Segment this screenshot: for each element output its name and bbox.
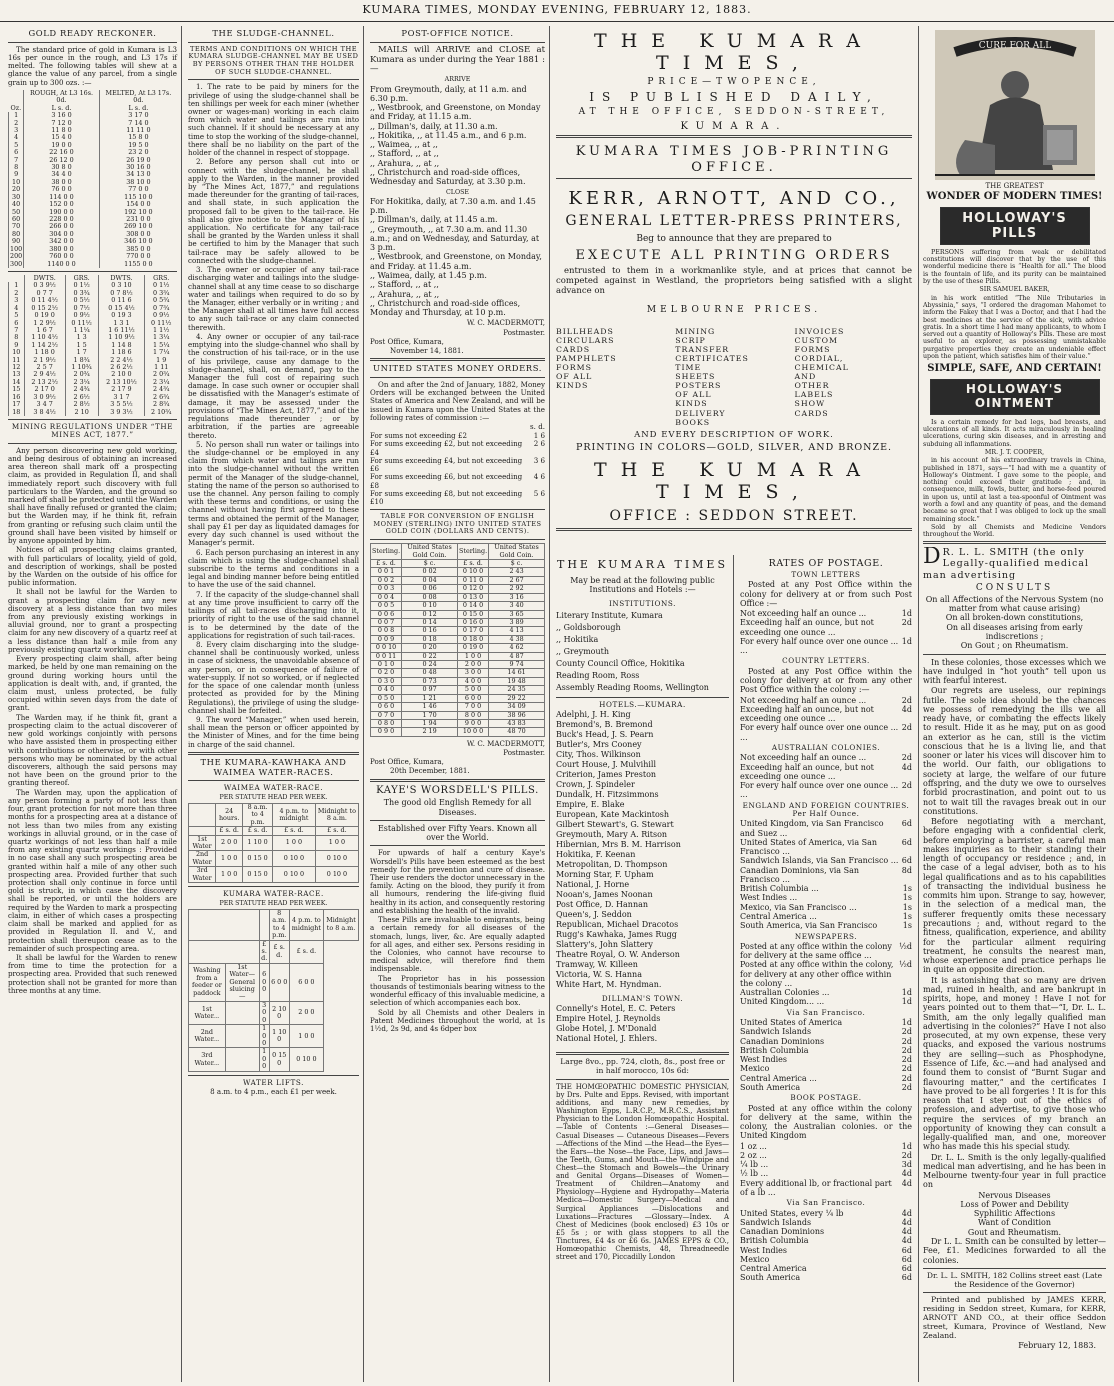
table-row: 0 0 10 0 20 0 19 0 4 62: [371, 644, 545, 652]
table-row: 8 1 10 4½ 1 3 1 10 9½ 1 3¼: [9, 334, 178, 341]
job-type: CARDS: [556, 345, 591, 355]
rate-row: Sandwich Islands 2d: [740, 1027, 912, 1037]
table-header: 4 p.m. to midnight: [273, 803, 316, 826]
table-header: 8 a.m. to 4 p.m.: [269, 909, 289, 940]
paragraph: Our regrets are useless, our repinings futile. The sole idea should be the chances we possess of remedying the ills we all ready have, or combating the effects likely to result. Hide it as he may, put on as good an exterior as he can, still is the victim conscious that he is a living lie, and that sooner or later his vices will discover him to the world. Our faith, our obligations to society at large, the welfare of our future offspring, and the duty we owe to ourselves forbid procrastination, and point out to us not to wait till the ravages break out in our constitutions.: [923, 686, 1106, 816]
table-row: 10 38 0 0 38 10 0: [9, 179, 178, 186]
rate-row: Australian Colonies ... 1d: [740, 988, 912, 998]
table-row: 0 0 11 0 22 1 0 0 4 87: [371, 652, 545, 660]
paragraph: The Proprietor has in his possession thousands of testimonials bearing witness to the wonderful efficacy of this invaluable medicine, a selection of which accompanies each box.: [370, 973, 545, 1008]
rate-row: South America, via San Francisco 1s: [740, 921, 912, 931]
read-title: THE KUMARA TIMES: [557, 558, 728, 571]
masthead: KUMARA TIMES, MONDAY EVENING, FEBRUARY 12, 1883.: [0, 0, 1114, 22]
paragraph: For upwards of half a century Kaye's Worsdell's Pills have been esteemed as the best remedy for the prevention and cure of disease. Their use renders the doctor unnecessary in the family. Acting on the blood, they purify it from all humours, rendering the life-giving fluid healthy in its action, and consequently restoring and establishing the health of the invalid.: [370, 848, 545, 915]
paragraph: The Warden may, if he think fit, grant a prospecting claim to the actual discoverer of new gold workings conjointly with persons who have assisted them in prospecting either with contributions or otherwise, or with other persons who may be nominated by the actual discoverers, although the said persons may not have been on the ground prior to the granting thereof.: [8, 712, 177, 788]
rate-row: Canadian Dominions 2d: [740, 1036, 912, 1046]
column-gold-mining: [4, 26, 182, 1382]
rate-row: Posted at any office within the colony for delivery at the same office ... ½d: [740, 941, 912, 961]
simple-safe-heading: SIMPLE, SAFE, AND CERTAIN!: [927, 363, 1102, 375]
list-item: Adelphi, J. H. King: [556, 709, 631, 719]
dillman-hotels-list: [556, 1004, 729, 1044]
job-type: DELIVERY BOOKS: [675, 408, 726, 427]
table-row: 15 2 17 0 2 4¾ 2 17 9 2 4¾: [9, 386, 178, 393]
dr-smith-text: [923, 658, 1106, 1190]
arrive-line: ,, Stafford, ,, at ,,: [370, 149, 439, 159]
rate-row: Canadian Dominions 4d: [740, 1227, 912, 1237]
list-item: National, J. Horne: [556, 879, 630, 889]
postage-rates-title: RATES OF POSTAGE.: [768, 558, 884, 569]
table-header: Sterling.: [371, 544, 402, 560]
kumara-times-banner: THE KUMARA TIMES,: [594, 30, 874, 75]
table-row: 0 3 0 0 73 4 0 0 19 48: [371, 677, 545, 685]
paragraph: 1. The rate to be paid by miners for the privilege of using the sludge-channel shall be ten shillings per week for each miner (whether owner or wages-man) working in each claim from which water and tailings are run into such channel. If it should be necessary at any time to stop the working of the sludge-channel, there shall be no liability on the part of the holder of the channel in respect of stoppage.: [188, 82, 359, 158]
rate-row: Exceeding half an ounce, but not exceeding one ounce ... 4d: [740, 704, 912, 724]
table-row: 0 4 0 0 97 5 0 0 24 35: [371, 686, 545, 694]
close-times: [370, 197, 545, 317]
rate-row: Canadian Dominions, via San Francisco ... 8d: [740, 865, 912, 884]
paragraph: 8. Every claim discharging into the sludge-channel shall be continuously worked, unless in case of sickness, the unavoidable absence of any person, or in consequence of failure of water-supply. If not so worked, or if neglected for the space of one calendar month (unless protected as provided for by the Mining Regulations), the privilege of using the sludge-channel shall be forfeited.: [188, 639, 359, 715]
job-type: CUSTOM FORMS: [794, 336, 838, 355]
list-item: National Hotel, J. Ehlers.: [556, 1034, 658, 1044]
water-races-title: THE KUMARA-KAWHAKA AND WAIMEA WATER-RACES.: [200, 756, 347, 777]
table-row: 0 0 3 0 06 0 12 0 2 92: [371, 585, 545, 593]
rate-row: 2 oz ... 2d: [740, 1150, 912, 1160]
sludge-channel-text: [188, 83, 359, 749]
list-item: Court House, J. Mulvihill: [556, 759, 657, 769]
rate-row: Mexico 6d: [740, 1254, 912, 1264]
rate-row: Not exceeding half an ounce ... 2d: [740, 753, 912, 763]
job-type: AND OTHER LABELS: [794, 372, 834, 400]
consult-line: On all broken-down constitutions,: [945, 613, 1084, 623]
gold-head-rough: ROUGH, At L3 16s. 0d.: [24, 90, 100, 105]
table-row: 3 11 8 0 11 11 0: [9, 127, 178, 134]
rate-row: For sums not exceeding £2 1 6: [370, 431, 545, 441]
table-row: 0 0 5 0 10 0 14 0 3 40: [371, 602, 545, 610]
paragraph: 9. The word “Manager,” when used herein, shall mean the person or officer appointed by the Minister of Mines, and for the time being in charge of the said channel.: [188, 714, 359, 749]
rate-row: British Columbia 2d: [740, 1045, 912, 1055]
waimea-title: WAIMEA WATER-RACE.: [223, 783, 324, 793]
post-office-intro: MAILS will ARRIVE and CLOSE at Kumara as under during the Year 1881 :—: [370, 44, 545, 75]
list-item: Butler's, Mrs Cooney: [556, 739, 642, 749]
rate-row: Exceeding half an ounce, but not exceeding one ounce ... 2d: [740, 618, 912, 637]
table-row: 3rd Water... 1 0 0 0 15 0 0 10 0: [189, 1048, 359, 1071]
list-item: Literary Institute, Kumara: [556, 610, 663, 620]
table-row: 0 0 2 0 04 0 11 0 2 67: [371, 576, 545, 584]
rate-row: Exceeding half an ounce, but not exceeding one ounce ... 4d: [740, 762, 912, 781]
job-type: CIRCULARS: [556, 336, 615, 346]
list-item: Victoria, W. S. Hanna: [556, 969, 642, 979]
table-row: 1st Water... 3 0 0 2 10 0 2 0 0: [189, 1001, 359, 1024]
wonder-heading: WONDER OF MODERN TIMES!: [926, 191, 1103, 203]
units-row: £ s. d. £ s. d. £ s. d.: [189, 940, 359, 963]
table-row: 0 0 9 0 18 0 18 0 4 38: [371, 635, 545, 643]
table-row: 8 30 8 0 30 16 0: [9, 164, 178, 171]
table-row: 2nd Water... 1 0 0 1 10 0 1 0 0: [189, 1025, 359, 1048]
table-row: 5 19 0 0 19 5 0: [9, 142, 178, 149]
table-row: 30 114 0 0 115 10 0: [9, 194, 178, 201]
list-item: Buck's Head, J. S. Pearn: [556, 729, 654, 739]
table-row: 0 0 4 0 08 0 13 0 3 16: [371, 593, 545, 601]
table-row: 70 266 0 0 269 10 0: [9, 223, 178, 230]
paragraph: 4. Any owner or occupier of any tail-race emptying into the sludge-channel who shall by the construction of his tail-race, or in the use of his privilege, cause any damage to the sludge-channel, shall, on demand, pay to the Manager the full cost of repairing such damage. In case such owner or occupier shall be dissatisfied with the Manager's estimate of damage, it may be assessed under the provisions of “The Mines Act, 1877,” and of the regulations made thereunder ; or by arbitration, if the parties are agreeable thereto.: [188, 331, 359, 440]
table-row: 5 0 19 0 0 9½ 0 19 3 0 9½: [9, 312, 178, 319]
rate-row: United States, every ¼ lb 4d: [740, 1208, 912, 1218]
rate-row: South America 2d: [740, 1082, 912, 1092]
column-reading-places: THE KUMARA TIMES May be read at the following public Institutions and Hotels :— INSTITUTIONS. Literary Institute, Kumara ,, Goldsborough ,, Hokitika ,, Greymouth County Council Office, Hokitika Reading Room, Ross Assembly Reading Rooms, Wellington HOTELS.—KUMARA. Adelphi, J. H. King Bremond's, B. Bremond Buck's Head, J. S. Pearn Butler's, Mrs Cooney City, Thos. Wilkinson Court House, J. Mulvihill Criterion, James Preston Crown, J. Spindeler Dundalk, H. Fitzsimmons Empire, E. Blake European, Kate Mackintosh Gilbert Stewart's, G. Stewart Greymouth, Mary A. Ritson Hibernian, Mrs B. M. Harrison Hokitika, F. Keenan Metropolitan, D. Thompson Morning Star, F. Upham National, J. Horne Nooan's, James Noonan Post Office, D. Hannan Queen's, J. Seddon Republican, Michael Dracotos Rugg's Kawhaka, James Rugg Slattery's, John Slattery Theatre Royal, O. W. Anderson Tramway, W. Killeen Victoria, W. S. Hanna White Hart, M. Hyndman. DILLMAN'S TOWN. Connelly's Hotel, E. C. Peters Empire Hotel, J. Reynolds Globe Hotel, J. M'Donald National Hotel, J. Ehlers. Large 8vo., pp. 724, cloth, 8s., post free or in half morocco, 10s 6d: THE HOMŒOPATHIC DOMESTIC PHYSICIAN, by Drs. Pulte and Epps. Revised, with important additions, and many new remedies, by Washington Epps, L.R.C.P., M.R.C.S., Assistant Physician to the London Homœopathic Hospital.—Table of Contents :—General Diseases—Casual Diseases — Cutaneous Diseases—Fevers—Affections of the Mind —the Head—the Eyes—the Ears—the Nose—the Face, Lips, and Jaws—the Teeth, Gums, and Mouth—the Windpipe and Chest—the Stomach and Bowels—the Urinary and Genital Organs—Diseases of Women—Treatment of Children—Anatomy and Physiology—Hygiene and Hydropathy—Materia Medica—Domestic Surgery—Medical and Surgical Appliances —Dislocations and Luxations—Fractures —Glossary—Index. A Chest of Medicines (book enclosed) £3 10s or £5 5s ; or with glass stoppers to all the Tinctures, £4 4s or £6 6s. JAMES EPPS & CO., Homœopathic Chemists, 48, Threadneedle street and 170, Piccadilly London: [552, 555, 734, 1382]
rate-row: Central America ... 1s: [740, 911, 912, 921]
hotels-list: [556, 710, 729, 990]
topic-line: Loss of Power and Debility: [960, 1199, 1069, 1209]
rate-row: ½ lb ... 4d: [740, 1169, 912, 1179]
paragraph: 3. The owner or occupier of any tail-race discharging water and tailings into the sludge-channel shall at any time cease to so discharge water and tailings when required to do so by the Manager, either verbally or in writing ; and the Manager shall at all times have full access to any such tail-race or any claim connected therewith.: [188, 265, 359, 332]
table-row: 14 2 13 2½ 2 3¼ 2 13 10½ 2 3¼: [9, 379, 178, 386]
table-header: Sterling.: [458, 544, 489, 560]
close-line: ,, Stafford, ,, at ,,: [370, 280, 439, 290]
gold-oz-table: ROUGH, At L3 16s. 0d. MELTED, At L3 17s. 0d. Oz. L s. d. L s. d. 1 3 16 0 3 17 0 2 7 12 0 7 14 0 3 11 8 0 11 11 0 4 15 4 0 15 8 0 5 19 0 0 19 5 0 6 22 16 0 23 2 0 7 26 12 0 26 19 0 8 30 8 0 30 16 0 9 34 4 0 34 13 0 10 38 0 0 38 10 0 20 76 0 0 77 0 0 30 114 0 0 115 10 0 40 152 0 0 154 0 0 50 190 0 0 192 10 0 60 228 0 0 231 0 0 70 266 0 0 269 10 0 80 304 0 0 308 0 0 90 342 0 0 346 10 0 100 380 0 0 385 0 0 200 760 0 0 770 0 0 300 1140 0 0 1155 0 0: [8, 90, 177, 268]
table-row: 300 1140 0 0 1155 0 0: [9, 261, 178, 268]
table-header: 8 a.m. to 4 p.m.: [243, 803, 273, 826]
mining-regulations-text: [8, 447, 177, 995]
column-holloway-smith: CURE FOR ALL THE GREATEST WONDER OF MODERN TIMES! HOLLOWAY'S PILLS PERSONS suffering from weak or debilitated constitutions will discover that by the use of this wonderful medicine there is “Health for all.” The blood is the fountain of life, and its purity can be maintained by the use of these Pills. SIR SAMUEL BAKER, in his work entitled “The Nile Tributaries in Abyssinia,” says, “I ordered the dragoman Mahomet to inform the Fakey that I was a Doctor, and that I had the best medicines at the service of the sick, with advice gratis. In a short time I had many applicants, to whom I served out a quantity of Holloway's Pills. These are most useful to an explorer, as possessing unmistakable purgative properties they create an undeniable effect upon the patient, which satisfies him of their value.” SIMPLE, SAFE, AND CERTAIN! HOLLOWAY'S OINTMENT Is a certain remedy for bad legs, bad breasts, and ulcerations of all kinds. It acts miraculously in healing ulcerations, curing skin diseases, and in arresting and subduing all inflammations. MR. J. T. COOPER, in his account of his extraordinary travels in China, published in 1871, says—“I had with me a quantity of Holloway's Ointment. I gave some to the people, and nothing could exceed their gratitude ; and, in consequence, milk, fowls, butter, and horse-feed poured in upon us, until at last a tea-spoonful of Ointment was worth a fowl and any quantity of peas, and the demand became so great that I was obliged to lock up the small remaining stock.” Sold by all Chemists and Medicine Vendors throughout the World. D R. L. L. SMITH (the only Legally-qualified medical man advertising CONSULTS On all Affections of the Nervous System (no matter from what cause arising) On all broken-down constitutions, On all diseases arising from early indiscretions ; On Gout ; on Rheumatism. In these colonies, those excesses which we have indulged in “hot youth” tell upon us with fearful interest. Our regrets are useless, our repinings futile. The sole idea should be the chances we possess of remedying the ills we all ready have, or combating the effects likely to result. Hide it as he may, put on as good an exterior as he can, still is the victim conscious that he is a living lie, and that sooner or later his vices will discover him to the world. Our faith, our obligations to society at large, the welfare of our future offspring, and the duty we owe to ourselves forbid procrastination, and point out to us not to wait till the ravages break out in our constitutions. Before negotiating with a merchant, before engaging with a confidential clerk, before employing a barrister, a careful man makes inquiries as to their standing their length of occupancy or residence ; and, in the case of a legal adviser, both as to his legal qualifications and as to his capabilities of transacting the individual business he commits him upon. Strange to say, however, in the selection of a medical man, the sufferer frequently omits these necessary precautions ; and, without regard to the fitness, qualification, experience, and ability for the particular ailment requiring treatment, he consults the nearest man, whose experience and practice perhaps lie in quite an opposite direction. It is astonishing that so many are driven mad, ruined in health, and are bankrupt in spirits, hope, and money ! Have I not for years pointed out to them that—“I, Dr. L. L. Smith, am the only legally qualified man advertising in the colonies?” Have I not also prosecuted, at my own expense, these very quacks, and exposed the various nostrums they are selling—such as Phosphodyne, Essence of Life, &c.—and had analysed and found them to consist of “Burnt Sugar and flavouring matter,” and the certificates I have proved to be all forgeries ! It is for this reason that I step out of the ethics of profession, and advertise, to give those who require the services of my branch an opportunity of knowing they can consult a legally-qualified man, and one, moreover who has made this his special study. Dr. L. L. Smith is the only legally-qualified medical man advertising, and he has been in Melbourne twenty-four year in full practice on Nervous Diseases Loss of Power and Debility Syphilitic Affections Want of Condition Gout and Rheumatism. Dr L. L. Smith can be consulted by letter—Fee, £1. Medicines forwarded to all the colonies. Dr. L. L. SMITH, 182 Collins street east (Late the Residence of the Governor) Printed and published by JAMES KERR, residing in Seddon street, Kumara, for KERR, ARNOTT AND CO., at their office Seddon street, Kumara, Province of Westland, New Zealand. February 12, 1883.: [918, 26, 1110, 1382]
list-item: Criterion, James Preston: [556, 769, 657, 779]
list-item: ,, Goldsborough: [556, 622, 621, 632]
job-type: SHOW CARDS: [794, 399, 829, 418]
rate-row: Sandwich Islands 4d: [740, 1217, 912, 1227]
rate-row: 1 oz ... 1d: [740, 1141, 912, 1151]
list-item: Slattery's, John Slattery: [556, 939, 653, 949]
money-orders-title: UNITED STATES MONEY ORDERS.: [372, 363, 542, 374]
rate-row: British Columbia ... 1s: [740, 884, 912, 894]
arrive-line: ,, Hokitika, ,, at 11.45 a.m., and 6 p.m.: [370, 130, 527, 140]
list-item: County Council Office, Hokitika: [556, 658, 685, 668]
conversion-table: [370, 543, 545, 737]
units-row: £ s. d. £ s. d. £ s. d. £ s. d.: [189, 827, 359, 835]
arrive-line: ,, Westbrook, and Greenstone, on Monday and Friday, at 11.15 a.m.: [370, 103, 541, 122]
job-type: PAMPHLETS: [556, 354, 617, 364]
table-row: 0 8 0 1 94 9 0 0 43 83: [371, 719, 545, 727]
conversion-table-title: TABLE FOR CONVERSION OF ENGLISH MONEY (STERLING) INTO UNITED STATES GOLD COIN (DOLLARS AND CENTS).: [373, 512, 542, 536]
table-row: 200 760 0 0 770 0 0: [9, 253, 178, 260]
table-row: 0 2 0 0 48 3 0 0 14 61: [371, 669, 545, 677]
list-item: Assembly Reading Rooms, Wellington: [556, 682, 709, 692]
job-type: CORDIAL, CHEMICAL: [794, 354, 849, 373]
printers-heading: GENERAL LETTER-PRESS PRINTERS,: [565, 213, 903, 230]
job-type: BILLHEADS: [556, 327, 614, 337]
sludge-channel-subtitle: TERMS AND CONDITIONS ON WHICH THE KUMARA SLUDGE-CHANNEL MAY BE USED BY PERSONS OTHER THAN THE HOLDER OF SUCH SLUDGE-CHANNEL.: [188, 44, 359, 76]
paragraph: 2. Before any person shall cut into or connect with the sludge-channel, he shall apply to the Warden, in the manner provided by “The Mines Act, 1877,” and regulations made thereunder for the granting of tail-races, and shall state, in such application the proposed fall to be given to the tail-race. He shall also give notice to the Manager of his application. No certificate for any tail-race shall be granted by the Warden unless it shall be certified to him by the Manager that such tail-race may be safely allowed to be connected with the sludge-channel.: [188, 157, 359, 265]
table-row: 0 5 0 1 21 6 0 0 29 22: [371, 694, 545, 702]
close-line: ,, Waimea, daily, at 1.45 p.m.: [370, 270, 487, 280]
table-header: 4 p.m. to midnight: [289, 909, 323, 940]
kumara-times-banner-2: THE KUMARA TIMES,: [594, 459, 874, 504]
dr-smith-header: D R. L. L. SMITH (the only Legally-qualified medical man advertising: [923, 547, 1089, 581]
rate-row: Mexico 2d: [740, 1064, 912, 1074]
rate-row: Central America ... 2d: [740, 1073, 912, 1083]
table-row: 0 0 7 0 14 0 16 0 3 89: [371, 618, 545, 626]
paragraph: 6. Each person purchasing an interest in any claim which is using the sludge-channel shall subscribe to the terms and conditions in a legal and binding manner before being entitled to have the use of the said channel.: [188, 547, 359, 590]
waimea-rates-table: [188, 803, 359, 883]
close-line: ,, Arahura, ,, at ,,: [370, 289, 440, 299]
column-post-money: POST-OFFICE NOTICE. MAILS will ARRIVE and CLOSE at Kumara as under during the Year 1881 :— ARRIVE From Greymouth, daily, at 11 a.m. and 6.30 p.m. ,, Westbrook, and Greenstone, on Monday and Friday, at 11.15 a.m. ,, Dillman's, daily, at 11.30 a.m. ,, Hokitika, ,, at 11.45 a.m., and 6 p.m. ,, Waimea, ,, at ,, ,, Stafford, ,, at ,, ,, Arahura, ,, at ,, ,, Christchurch and road-side offices, Wednesday and Saturday, at 3.30 p.m. CLOSE For Hokitika, daily, at 7.30 a.m. and 1.45 p.m. ,, Dillman's, daily, at 11.45 a.m. ,, Greymouth, ,, at 7.30 a.m. and 11.30 a.m.; and on Wednesday, and Saturday, at 3 p.m. ,, Westbrook, and Greenstone, on Monday, and Friday. at 11.45 a.m. ,, Waimea, daily, at 1.45 p.m. ,, Stafford, ,, at ,, ,, Arahura, ,, at ,, ,, Christchurch and road-side offices, Monday and Thursday, at 10 p.m. W. C. MACDERMOTT, Postmaster. Post Office, Kumara, November 14, 1881. UNITED STATES MONEY ORDERS. On and after the 2nd of January, 1882, Money Orders will be exchanged between the United States of America and New Zealand, and will be issued in Kumara upon the United States at the following rates of commission :— s. d. For sums not exceeding £2 1 6 For sums exceeding £2, but not exceeding £4 2 6 For sums exceeding £4, but not exceeding £6 3 6 For sums exceeding £6, but not exceeding £8 4 6 For sums exceeding £8, but not exceeding £10 5 6 TABLE FOR CONVERSION OF ENGLISH MONEY (STERLING) INTO UNITED STATES GOLD COIN (DOLLARS AND CENTS). Sterling. United States Gold Coin. Sterling. United States Gold Coin. £ s. d. $ c. £ s. d. $ c. 0 0 1 0 02 0 10 0 2 43 0 0 2 0 04 0 11 0 2 67 0 0 3 0 06 0 12 0 2 92 0 0 4 0 08 0 13 0 3 16 0 0 5 0 10 0 14 0 3 40 0 0 6 0 12 0 15 0 3 65 0 0 7 0 14 0 16 0 3 89 0 0 8 0 16 0 17 0 4 13 0 0 9 0 18 0 18 0 4 38 0 0 10 0 20 0 19 0 4 62 0 0 11 0 22 1 0 0 4 87 0 1 0 0 24 2 0 0 9 74 0 2 0 0 48 3 0 0 14 61 0 3 0 0 73 4 0 0 19 48 0 4 0 0 97 5 0 0 24 35 0 5 0 1 21 6 0 0 29 22 0 6 0 1 46 7 0 0 34 09 0 7 0 1 70 8 0 0 38 96 0 8 0 1 94 9 0 0 43 83 0 9 0 2 19 10 0 0 48 70 W. C. MACDERMOTT, Postmaster. Post Office, Kumara, 20th December, 1881. KAYE'S WORSDELL'S PILLS. The good old English Remedy for all Diseases. Established over Fifty Years. Known all over the World. For upwards of half a century Kaye's Worsdell's Pills have been esteemed as the best remedy for the prevention and cure of disease. Their use renders the doctor unnecessary in the family. Acting on the blood, they purify it from all humours, rendering the life-giving fluid healthy in its action, and consequently restoring and establishing the health of the invalid. These Pills are invaluable to emigrants, being a certain remedy for all diseases of the stomach, lungs, liver, &c. Are equally adapted for all ages, and either sex. Persons residing in the Colonies, who cannot have recourse to medical advice, will therefore find them indispensable. The Proprietor has in his possession thousands of testimonials bearing witness to the wonderful efficacy of this invaluable medicine, a selection of which accompanies each box. Sold by all Chemists and other Dealers in Patent Medicines throughout the world, at 1s 1½d, 2s 9d, and 4s 6dper box: [366, 26, 550, 1382]
post-office-title: POST-OFFICE NOTICE.: [401, 28, 514, 38]
column-kumara-times: THE KUMARA TIMES, PRICE—TWOPENCE, IS PUBLISHED DAILY, AT THE OFFICE, SEDDON-STREET, KUMARA. KUMARA TIMES JOB-PRINTING OFFICE. KERR, ARNOTT, AND CO., GENERAL LETTER-PRESS PRINTERS, Beg to announce that they are prepared to EXECUTE ALL PRINTING ORDERS entrusted to them in a workmanlike style, and at prices that cannot be competed against in Westland, the proprietors being satisfied with a slight advance on MELBOURNE PRICES. BILLHEADS CIRCULARS CARDS PAMPHLETS FORMS OF ALL KINDS MINING SCRIP TRANSFER CERTIFICATES TIME SHEETS POSTERS OF ALL KINDS DELIVERY BOOKS INVOICES CUSTOM FORMS CORDIAL, CHEMICAL AND OTHER LABELS SHOW CARDS AND EVERY DESCRIPTION OF WORK. PRINTING IN COLORS—GOLD, SILVER, AND BRONZE. THE KUMARA TIMES, OFFICE : SEDDON STREET.: [552, 26, 916, 841]
table-row: 9 34 4 0 34 13 0: [9, 171, 178, 178]
kaye-pills-title: KAYE'S WORSDELL'S PILLS.: [376, 784, 539, 796]
topic-line: Syphilitic Affections: [973, 1209, 1056, 1219]
paragraph: Every prospecting claim shall, after being marked, be held by one man remaining on the ground during working hours until the application is dealt with, and, if granted, the claim must, unless protected, be fully occupied within seven days from the date of grant.: [8, 654, 177, 713]
table-header: DWTS.: [24, 275, 65, 282]
table-header: DWTS.: [98, 275, 145, 282]
table-header: $ c.: [402, 559, 458, 567]
table-row: 9 1 14 2½ 1 5 1 14 8 1 5¼: [9, 342, 178, 349]
execute-heading: EXECUTE ALL PRINTING ORDERS: [575, 248, 893, 264]
paragraph: 5. No person shall run water or tailings into the sludge-channel or be employed in any claim from which water and tailings are run into the sludge-channel without the written permit of the Manager of the sludge-channel, stating the name of the person so authorised to use the channel. Any person failing to comply with these terms and conditions, or using the channel without having first agreed to these terms and obtained the permit of the Manager, shall pay £1 per day as liquidated damages for every day such channel is used without the Manager's permit.: [188, 439, 360, 548]
rate-row: Posted at any office within the colony, for delivery at any other office within the colony ... ½d: [740, 960, 912, 988]
list-item: Bremond's, B. Bremond: [556, 719, 653, 729]
rate-row: For sums exceeding £6, but not exceeding £8 4 6: [370, 472, 545, 490]
cure-for-all-engraving-icon: [935, 30, 1095, 180]
table-row: 0 0 1 0 02 0 10 0 2 43: [371, 568, 545, 576]
list-item: ,, Hokitika: [556, 634, 599, 644]
close-line: ,, Christchurch and road-side offices, Monday and Thursday, at 10 p.m.: [370, 298, 521, 318]
rate-row: British Columbia 4d: [740, 1236, 912, 1246]
consult-line: On all Affections of the Nervous System (no matter from what cause arising): [925, 594, 1104, 614]
water-lifts-text: 8 a.m. to 4 p.m., each £1 per week.: [210, 1087, 337, 1097]
svg-text:CURE FOR ALL: CURE FOR ALL: [978, 41, 1051, 51]
job-types-list: [556, 327, 912, 426]
table-header: United States Gold Coin.: [489, 544, 545, 560]
list-item: European, Kate Mackintosh: [556, 809, 670, 819]
rate-row: West Indies 2d: [740, 1055, 912, 1065]
gold-dwt-table: [8, 275, 177, 416]
table-row: 80 304 0 0 308 0 0: [9, 231, 178, 238]
rate-row: South America 6d: [740, 1273, 912, 1283]
column-sludge-water: THE SLUDGE-CHANNEL. TERMS AND CONDITIONS ON WHICH THE KUMARA SLUDGE-CHANNEL MAY BE USED BY PERSONS OTHER THAN THE HOLDER OF SUCH SLUDGE-CHANNEL. 1. The rate to be paid by miners for the privilege of using the sludge-channel shall be ten shillings per week for each miner (whether owner or wages-man) working in each claim from which water and tailings are run into such channel. If it should be necessary at any time to stop the working of the sludge-channel, there shall be no liability on the part of the holder of the channel in respect of stoppage. 2. Before any person shall cut into or connect with the sludge-channel, he shall apply to the Warden, in the manner provided by “The Mines Act, 1877,” and regulations made thereunder for the granting of tail-races, and shall state, in such application the proposed fall to be given to the tail-race. He shall also give notice to the Manager of his application. No certificate for any tail-race shall be granted by the Warden unless it shall be certified to him by the Manager that such tail-race may be safely allowed to be connected with the sludge-channel. 3. The owner or occupier of any tail-race discharging water and tailings into the sludge-channel shall at any time cease to so discharge water and tailings when required to do so by the Manager, either verbally or in writing ; and the Manager shall at all times have full access to any such tail-race or any claim connected therewith. 4. Any owner or occupier of any tail-race emptying into the sludge-channel who shall by the construction of his tail-race, or in the use of his privilege, cause any damage to the sludge-channel, shall, on demand, pay to the Manager the full cost of repairing such damage. In case such owner or occupier shall be dissatisfied with the Manager's estimate of damage, it may be assessed under the provisions of “The Mines Act, 1877,” and of the regulations made thereunder ; or by arbitration, if the parties are agreeable thereto. 5. No person shall run water or tailings into the sludge-channel or be employed in any claim from which water and tailings are run into the sludge-channel without the written permit of the Manager of the sludge-channel, stating the name of the person so authorised to use the channel. Any person failing to comply with these terms and conditions, or using the channel without having first agreed to these terms and obtained the permit of the Manager, shall pay £1 per day as liquidated damages for every day such channel is used without the Manager's permit. 6. Each person purchasing an interest in any claim which is using the sludge-channel shall subscribe to the terms and conditions in a legal and binding manner before being entitled to have the use of the said channel. 7. If the capacity of the sludge-channel shall at any time prove insufficient to carry off the tailings of all tail-races discharging into it, priority of right to the use of the said channel is to be determined by the date of the applications for registration of such tail-races. 8. Every claim discharging into the sludge-channel shall be continuously worked, unless in case of sickness, the unavoidable absence of any person, or in consequence of failure of water-supply. If not so worked, or if neglected for the space of one calendar month (unless protected as provided for by the Mining Regulations), the privilege of using the sludge-channel shall be forfeited. 9. The word “Manager,” when used herein, shall mean the person or officer appointed by the Minister of Mines, and for the time being in charge of the said channel. THE KUMARA-KAWHAKA AND WAIMEA WATER-RACES. WAIMEA WATER-RACE. PER STATUTE HEAD PER WEEK. 24 hours. 8 a.m. to 4 p.m. 4 p.m. to midnight Midnight to 8 a.m. £ s. d. £ s. d. £ s. d. £ s. d. 1st Water 2 0 0 1 10 0 1 0 0 1 0 0 2nd Water 1 0 0 0 15 0 0 10 0 0 10 0 3rd Water 1 0 0 0 15 0 0 10 0 0 10 0 KUMARA WATER-RACE. PER STATUTE HEAD PER WEEK. 8 a.m. to 4 p.m. 4 p.m. to midnight Midnight to 8 a.m. £ s. d. £ s. d. £ s. d. Washing from a feeder or paddock 1st Water—General sluicing— 6 0 0 6 0 0 6 0 0 1st Water... 3 0 0 2 10 0 2 0 0 2nd Water... 1 0 0 1 10 0 1 0 0 3rd Water... 1 0 0 0 15 0 0 10 0 WATER LIFTS. 8 a.m. to 4 p.m., each £1 per week.: [184, 26, 364, 1382]
list-item: Nooan's, James Noonan: [556, 889, 653, 899]
list-item: Tramway, W. Killeen: [556, 959, 638, 969]
rate-row: West Indies ... 1s: [740, 893, 912, 903]
table-row: 13 2 9 4½ 2 0¾ 2 10 0 2 0¾: [9, 371, 178, 378]
table-row: 7 1 6 7 1 1¼ 1 6 11½ 1 1½: [9, 327, 178, 334]
list-item: Globe Hotel, J. M'Donald: [556, 1024, 657, 1034]
job-type: POSTERS OF ALL KINDS: [675, 381, 722, 409]
list-item: Metropolitan, D. Thompson: [556, 859, 668, 869]
rate-row: For sums exceeding £4, but not exceeding £6 3 6: [370, 455, 545, 474]
rate-row: Mexico, via San Francisco ... 1s: [740, 902, 912, 912]
homeopathic-physician-ad: THE HOMŒOPATHIC DOMESTIC PHYSICIAN, by Drs. Pulte and Epps. Revised, with important additions, and many new remedies, by Washington Epps, L.R.C.P., M.R.C.S., Assistant Physician to the London Homœopathic Hospital.—Table of Contents :—General Diseases—Casual Diseases — Cutaneous Diseases—Fevers—Affections of the Mind —the Head—the Eyes—the Ears—the Nose—the Face, Lips, and Jaws—the Teeth, Gums, and Mouth—the Windpipe and Chest—the Stomach and Bowels—the Urinary and Genital Organs—Diseases of Women—Treatment of Children—Anatomy and Physiology—Hygiene and Hydropathy—Materia Medica—Domestic Surgery—Medical and Surgical Appliances —Dislocations and Luxations—Fractures —Glossary—Index. A Chest of Medicines (book enclosed) £3 10s or £5 5s ; or with glass stoppers to all the Tinctures, £4 4s or £6 6s. JAMES EPPS & CO., Homœopathic Chemists, 48, Threadneedle street and 170, Piccadilly London: [556, 1082, 729, 1262]
arrive-line: ,, Christchurch and road-side offices, Wednesday and Saturday, at 3.30 p.m.: [370, 168, 526, 187]
table-row: 10 1 18 0 1 7 1 18 6 1 7¼: [9, 349, 178, 356]
paragraph: Sold by all Chemists and other Dealers in Patent Medicines throughout the world, at 1s 1½d, 2s 9d, and 4s 6dper box: [370, 1007, 545, 1033]
rate-row: Every additional lb, or fractional part of a lb ... 4d: [740, 1178, 912, 1197]
table-row: 2nd Water 1 0 0 0 15 0 0 10 0 0 10 0: [189, 851, 359, 867]
list-item: White Hart, M. Hyndman.: [556, 979, 662, 989]
mining-regulations-title: MINING REGULATIONS UNDER “THE MINES ACT, 1877.”: [11, 421, 174, 440]
list-item: Connelly's Hotel, E. C. Peters: [556, 1004, 676, 1014]
table-header: 24 hours.: [216, 803, 243, 826]
table-row: 3 0 11 4½ 0 5½ 0 11 6 0 5¾: [9, 297, 178, 304]
table-row: 16 3 0 9½ 2 6½ 3 1 7 2 6¾: [9, 394, 178, 401]
list-item: Dundalk, H. Fitzsimmons: [556, 789, 659, 799]
list-item: City, Thos. Wilkinson: [556, 749, 641, 759]
table-header: GRS.: [145, 275, 177, 282]
close-line: ,, Dillman's, daily, at 11.45 a.m.: [370, 215, 498, 225]
job-type: MINING SCRIP: [675, 327, 716, 346]
table-row: 0 0 6 0 12 0 15 0 3 65: [371, 610, 545, 618]
list-item: Queen's, J. Seddon: [556, 909, 632, 919]
table-row: 18 3 8 4½ 2 10 3 9 3½ 2 10¾: [9, 409, 178, 416]
list-item: ,, Greymouth: [556, 646, 610, 656]
table-row: 0 6 0 1 46 7 0 0 34 09: [371, 703, 545, 711]
rate-row: United States of America, via San Francisco ... 6d: [740, 837, 912, 857]
table-header: Midnight to 8 a.m.: [315, 803, 358, 826]
table-header: Midnight to 8 a.m.: [324, 909, 359, 940]
kumara-race-title: KUMARA WATER-RACE.: [223, 889, 324, 899]
arrive-line: ,, Waimea, ,, at ,,: [370, 140, 438, 150]
rate-row: Sandwich Islands, via San Francisco ... 6d: [740, 856, 912, 866]
job-type: FORMS OF ALL KINDS: [556, 363, 593, 391]
paragraph: Notices of all prospecting claims granted, with full particulars of locality, yield of gold, and description of workings, shall be posted by the Warden on the outside of his office for public information.: [8, 545, 177, 588]
job-type: INVOICES: [794, 327, 845, 337]
melbourne-prices: MELBOURNE PRICES.: [646, 304, 822, 315]
close-line: For Hokitika, daily, at 7.30 a.m. and 1.45 p.m.: [370, 196, 536, 216]
money-order-rates: [370, 432, 545, 506]
table-row: 7 26 12 0 26 19 0: [9, 157, 178, 164]
job-type: TIME SHEETS: [675, 363, 716, 382]
close-line: ,, Greymouth, ,, at 7.30 a.m. and 11.30 a.m.; and on Wednesday, and Saturday, at 3 p.m.: [370, 224, 540, 253]
list-item: Empire Hotel, J. Reynolds: [556, 1014, 661, 1024]
table-row: 20 76 0 0 77 0 0: [9, 186, 178, 193]
kaye-pills-text: [370, 849, 545, 1033]
paragraph: 7. If the capacity of the sludge-channel shall at any time prove insufficient to carry off the tailings of all tail-races discharging into it, priority of right to the use of the said channel is to be determined by the date of the applications for registration of such tail-races.: [188, 589, 359, 640]
rate-row: United Kingdom, via San Francisco and Suez ... 6d: [740, 819, 912, 838]
firm-name: KERR, ARNOTT, AND CO.,: [568, 187, 900, 209]
holloways-pills-logo: HOLLOWAY'S PILLS: [940, 207, 1090, 245]
table-row: 90 342 0 0 346 10 0: [9, 238, 178, 245]
job-type: TRANSFER CERTIFICATES: [675, 345, 749, 364]
table-row: 0 7 0 1 70 8 0 0 38 96: [371, 711, 545, 719]
paragraph: Before negotiating with a merchant, before engaging with a confidential clerk, before employing a barrister, a careful man makes inquiries as to their standing their length of occupancy or residence ; and, in the case of a legal adviser, both as to his legal qualifications and as to his capabilities of transacting the individual business he commits him upon. Strange to say, however, in the selection of a medical man, the sufferer frequently omits these necessary precautions ; and, without regard to the fitness, qualification, experience, and ability for the particular ailment requiring treatment, he consults the nearest man, whose experience and practice perhaps lie in quite an opposite direction.: [923, 817, 1106, 975]
table-header: $ c.: [489, 559, 545, 567]
table-row: 1st Water 2 0 0 1 10 0 1 0 0 1 0 0: [189, 835, 359, 851]
rate-row: Not exceeding half an ounce ... 1d: [740, 609, 912, 619]
rate-row: Not exceeding half an ounce ... 2d: [740, 695, 912, 705]
imprint: Printed and published by JAMES KERR, residing in Seddon street, Kumara, for KERR, ARNOTT AND CO., at their office Seddon street, Kumara, Province of Westland, New Zealand.: [923, 1295, 1106, 1340]
paragraph: The Warden may, upon the application of any person forming a party of not less than four, grant protection for not more than three months for a prospecting area at a distance of not less than two miles from any existing workings in alluvial ground, or in the case of quartz workings of not less than half a mile from any existing quartz workings : Provided in no case shall any such prospecting area be granted within half a mile of any other such prospecting area. Provided further that such protection shall only continue in force until gold is struck, in which case the discovery shall be reported, or until the holders are required by the Warden to mark a prospecting claim, in either of which cases a prospecting claim shall be marked and applied for as provided in Regulation II. and V., and protection shall thereupon cease as to the remainder of such prospecting area.: [8, 787, 177, 953]
list-item: Republican, Michael Dracotos: [556, 919, 679, 929]
rate-row: For every half ounce over one ounce ... ... 2d: [740, 781, 912, 800]
table-row: 4 0 15 2½ 0 7½ 0 15 4½ 0 7¾: [9, 305, 178, 312]
table-row: 0 9 0 2 19 10 0 0 48 70: [371, 728, 545, 736]
list-item: Greymouth, Mary A. Ritson: [556, 829, 668, 839]
table-row: 17 3 4 7 2 8½ 3 5 5½ 2 8¾: [9, 401, 178, 408]
paragraph: Any person discovering new gold working, and being desirous of obtaining an increased area thereon shall mark off a prospecting claim, as provided in Regulation II, and shall immediately report such discovery with full particulars to the Warden, and the ground so marked off shall be protected until the Warden shall have finally refused or granted the claim; but the Warden may, if he think fit, refrain from granting or refusing such claim until the ground shall have been visited by himself or by anyone appointed by him.: [8, 445, 177, 546]
list-item: Gilbert Stewart's, G. Stewart: [556, 819, 674, 829]
money-orders-intro: On and after the 2nd of January, 1882, Money Orders will be exchanged between the United States of America and New Zealand, and will be issued in Kumara upon the United States at the following rates of commission :—: [370, 379, 545, 422]
table-header: GRS.: [65, 275, 98, 282]
arrive-line: ,, Dillman's, daily, at 11.30 a.m.: [370, 121, 498, 131]
table-row: 0 1 0 0 24 2 0 0 9 74: [371, 661, 545, 669]
table-row: 2 7 12 0 7 14 0: [9, 120, 178, 127]
arrive-times: [370, 85, 545, 187]
paragraph: It shall be lawful for the Warden to renew from time to time the protection for a prospecting area. Provided that such renewed protection shall not be granted for more than three months at any time.: [8, 953, 177, 995]
table-row: 6 22 16 0 23 2 0: [9, 149, 178, 156]
list-item: Hokitika, F. Keenan: [556, 849, 636, 859]
list-item: Hibernian, Mrs B. M. Harrison: [556, 839, 681, 849]
paragraph: It shall not be lawful for the Warden to grant a prospecting claim for any new discovery at a less distance than two miles from any previously existing workings in alluvial ground, nor to grant a prospecting claim for any new discovery of a quartz reef at a less distance than half a mile from any previously existing quartz workings.: [8, 587, 177, 654]
arrive-line: ,, Arahura, ,, at ,,: [370, 158, 440, 168]
paragraph: It is astonishing that so many are driven mad, ruined in health, and are bankrupt in spirits, hope, and money ! Have I not for years pointed out to them that—“I, Dr. L. L. Smith, am the only legally qualified man advertising in the colonies?” Have I not also prosecuted, at my own expense, these very quacks, and exposed the various nostrums they are selling—such as Phosphodyne, Essence of Life, &c.—and had analysed and found them to consist of “Burnt Sugar and flavouring matter,” and the certificates I have proved to be all forgeries ! It is for this reason that I step out of the ethics of profession, and advertise, to give those who require the services of my branch an opportunity of knowing they can consult a legally-qualified man, and one, moreover who has made this his special study.: [923, 975, 1106, 1152]
rate-row: For every half ounce over one ounce ... ... 1d: [740, 636, 912, 656]
table-row: 6 1 2 9½ 0 11½ 1 3 1 0 11½: [9, 320, 178, 327]
table-row: 60 228 0 0 231 0 0: [9, 216, 178, 223]
list-item: Crown, J. Spindeler: [556, 779, 635, 789]
topic-line: Nervous Diseases: [978, 1190, 1051, 1200]
paragraph: Dr. L. L. Smith is the only legally-qualified medical man advertising, and he has been in Melbourne twenty-four year in full practice on: [923, 1152, 1106, 1190]
table-row: 1 0 3 9½ 0 1½ 0 3 10 0 1½: [9, 282, 178, 289]
table-row: 100 380 0 0 385 0 0: [9, 246, 178, 253]
job-printing-heading: KUMARA TIMES JOB-PRINTING OFFICE.: [575, 144, 893, 175]
paragraph: In these colonies, those excesses which we have indulged in “hot youth” tell upon us with fearful interest.: [923, 657, 1106, 686]
table-row: 3rd Water 1 0 0 0 15 0 0 10 0 0 10 0: [189, 867, 359, 883]
gold-reckoner-intro: The standard price of gold in Kumara is L3 16s per ounce in the rough, and L3 17s if melted. The following tables will shew at a glance the value of any parcel, from a single grain up to 300 ozs. :—: [8, 44, 177, 87]
rate-row: For sums exceeding £8, but not exceeding £10 5 6: [370, 488, 545, 506]
table-header: United States Gold Coin.: [402, 544, 458, 560]
rate-row: For sums exceeding £2, but not exceeding £4 2 6: [370, 439, 545, 457]
rate-row: West Indies 6d: [740, 1245, 912, 1255]
close-line: ,, Westbrook, and Greenstone, on Monday, and Friday. at 11.45 a.m.: [370, 252, 542, 271]
table-row: 12 2 5 7 1 10¾ 2 6 2½ 1 11: [9, 364, 178, 371]
table-row: 50 190 0 0 192 10 0: [9, 209, 178, 216]
table-row: 4 15 4 0 15 8 0: [9, 134, 178, 141]
kumara-rates-table: [188, 909, 359, 1072]
consult-line: On all diseases arising from early indiscretions ;: [946, 622, 1083, 642]
list-item: Post Office, D. Hannan: [556, 899, 649, 909]
rate-row: United States of America 1d: [740, 1018, 912, 1028]
table-header: £ s. d.: [371, 559, 402, 567]
sludge-channel-title: THE SLUDGE-CHANNEL.: [212, 28, 335, 38]
list-item: Morning Star, F. Upham: [556, 869, 654, 879]
rate-row: United Kingdom... ... 1d: [740, 997, 912, 1007]
arrive-line: From Greymouth, daily, at 11 a.m. and 6.30 p.m.: [370, 84, 527, 103]
topic-line: Want of Condition: [977, 1218, 1052, 1228]
table-row: 2 0 7 7 0 3¾ 0 7 8½ 0 3¾: [9, 290, 178, 297]
consult-line: On Gout ; on Rheumatism.: [960, 641, 1069, 651]
column-postage-rates: RATES OF POSTAGE. TOWN LETTERS Posted at any Post Office within the colony for delivery at or from such Post Office :— Not exceeding half an ounce ... 1d Exceeding half an ounce, but not exceeding one ounce ... 2d For every half ounce over one ounce ... ... 1d COUNTRY LETTERS. Posted at any Post Office within the colony for delivery at or from any other Post Office within the colony :— Not exceeding half an ounce ... 2d Exceeding half an ounce, but not exceeding one ounce ... 4d For every half ounce over one ounce ... ... 2d AUSTRALIAN COLONIES. Not exceeding half an ounce ... 2d Exceeding half an ounce, but not exceeding one ounce ... 4d For every half ounce over one ounce ... ... 2d ENGLAND AND FOREIGN COUNTRIES. Per Half Ounce. United Kingdom, via San Francisco and Suez ... 6d United States of America, via San Francisco ... 6d Sandwich Islands, via San Francisco ... 6d Canadian Dominions, via San Francisco ... 8d British Columbia ... 1s West Indies ... 1s Mexico, via San Francisco ... 1s Central America ... 1s South America, via San Francisco 1s NEWSPAPERS. Posted at any office within the colony for delivery at the same office ... ½d Posted at any office within the colony, for delivery at any other office within the colony ... ½d Australian Colonies ... 1d United Kingdom... ... 1d Via San Francisco. United States of America 1d Sandwich Islands 2d Canadian Dominions 2d British Columbia 2d West Indies 2d Mexico 2d Central America ... 2d South America 2d BOOK POSTAGE. Posted at any office within the colony for delivery at the same, within the colony, the Australian colonies. or the United Kingdom 1 oz ... 1d 2 oz ... 2d ¼ lb ... 3d ½ lb ... 4d Every additional lb, or fractional part of a lb ... 4d Via San Francisco. United States, every ¼ lb 4d Sandwich Islands 4d Canadian Dominions 4d British Columbia 4d West Indies 6d Mexico 6d Central America 6d South America 6d: [740, 558, 912, 1283]
table-row: 1 3 16 0 3 17 0: [9, 112, 178, 119]
gold-reckoner-title: GOLD READY RECKONER.: [28, 28, 157, 38]
gold-head-melted: MELTED, At L3 17s. 0d.: [99, 90, 177, 105]
rate-row: For every half ounce over one ounce ... ... 2d: [740, 723, 912, 742]
list-item: Theatre Royal, O. W. Anderson: [556, 949, 680, 959]
institutions-list: [556, 610, 729, 694]
table-row: 0 0 8 0 16 0 17 0 4 13: [371, 627, 545, 635]
rate-row: ¼ lb ... 3d: [740, 1160, 912, 1170]
table-row: 40 152 0 0 154 0 0: [9, 201, 178, 208]
paragraph: These Pills are invaluable to emigrants, being a certain remedy for all diseases of the stomach, lungs, liver, &c. Are equally adapted for all ages, and either sex. Persons residing in the Colonies, who cannot have recourse to medical advice, will therefore find them indispensable.: [370, 915, 545, 974]
list-item: Empire, E. Blake: [556, 799, 625, 809]
list-item: Rugg's Kawhaka, James Rugg: [556, 929, 677, 939]
table-header: £ s. d.: [458, 559, 489, 567]
water-lifts-title: WATER LIFTS.: [242, 1077, 305, 1087]
topic-line: Gout and Rheumatism.: [967, 1227, 1062, 1237]
table-row: Washing from a feeder or paddock 1st Water—General sluicing— 6 0 0 6 0 0 6 0 0: [189, 963, 359, 1001]
holloways-ointment-logo: HOLLOWAY'S OINTMENT: [930, 379, 1100, 415]
rate-row: Central America 6d: [740, 1264, 912, 1274]
table-row: 11 2 1 9½ 1 8¾ 2 2 4½ 1 9: [9, 357, 178, 364]
list-item: Reading Room, Ross: [556, 670, 640, 680]
